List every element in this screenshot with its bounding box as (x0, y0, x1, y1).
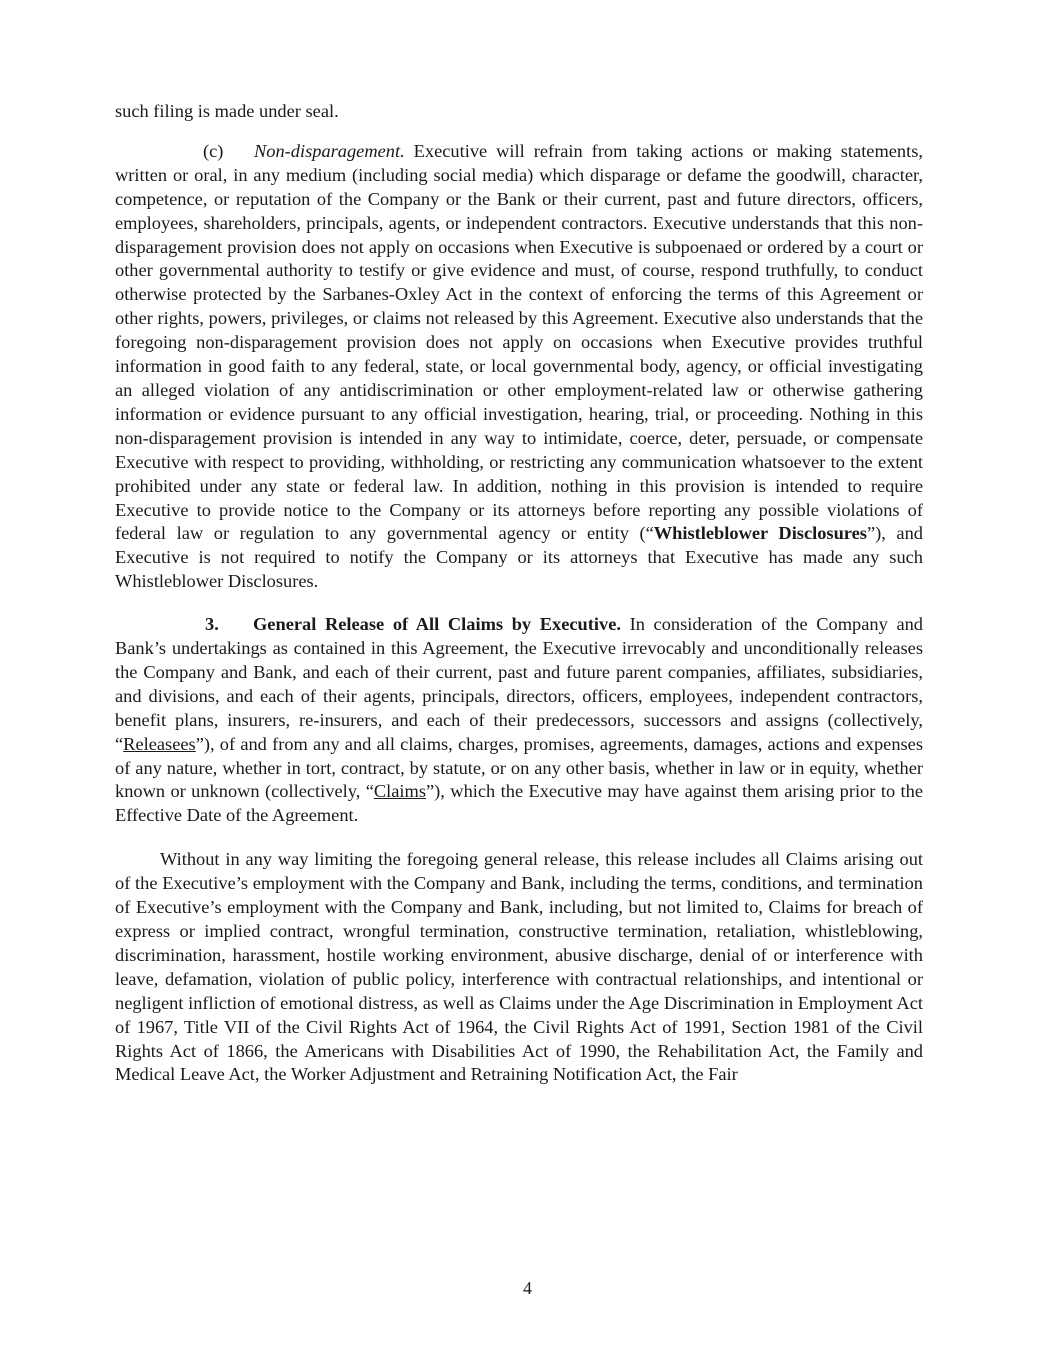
page-number: 4 (523, 1278, 532, 1298)
whistleblower-term: Whistleblower Disclosures (653, 523, 867, 544)
section-c-heading: Non-disparagement. (254, 140, 405, 161)
section-3-heading: General Release of All Claims by Executive. (253, 614, 621, 635)
claims-term: Claims (373, 781, 427, 802)
section-c-label: (c) (203, 140, 224, 161)
section-c-text-part2: ”), and Executive is not required to notify the Company or its attorneys that Executive has made any such Whistleblower Disclosures. (115, 523, 923, 592)
section-3-number: 3. (205, 614, 219, 635)
continuation-text: such filing is made under seal. (115, 101, 339, 121)
continuation-paragraph (115, 100, 923, 124)
release-paragraph (115, 848, 923, 1087)
section-3-text-part3: ”), which the Executive may have against them arising prior to the Effective Date of the Agreement. (115, 781, 923, 826)
document-page (115, 100, 923, 1087)
section-3-text-part2: ”), of and from any and all claims, charges, promises, agreements, damages, actions and expenses of any nature, whether in tort, contract, by statute, or on any other basis, whether in law or in equity, whether known or unknown (collectively, “ (115, 733, 923, 802)
releasees-term: Releasees (123, 733, 196, 754)
release-paragraph-text: Without in any way limiting the foregoing general release, this release includes all Claims arising out of the Executive’s employment with the Company and Bank, including the terms, conditions, and termination of Executive’s employment with the Company and Bank, including, but not limited to, Claims for breach of express or implied contract, wrongful termination, constructive termination, retaliation, whistleblowing, discrimination, harassment, hostile working environment, abusive discharge, denial of or interference with leave, defamation, violation of public policy, interference with contractual relationships, and intentional or negligent infliction of emotional distress, as well as Claims under the Age Discrimination in Employment Act of 1967, Title VII of the Civil Rights Act of 1964, the Civil Rights Act of 1991, Section 1981 of the Civil Rights Act of 1866, the Americans with Disabilities Act of 1990, the Rehabilitation Act, the Family and Medical Leave Act, the Worker Adjustment and Retraining Notification Act, the Fair (115, 849, 923, 1085)
section-3-text-part1: In consideration of the Company and Bank’s undertakings as contained in this Agreement, the Executive irrevocably and unconditionally releases the Company and Bank, and each of their current, past and future parent companies, affiliates, subsidiaries, and divisions, and each of their agents, principals, directors, officers, employees, independent contractors, benefit plans, insurers, re-insurers, and each of their predecessors, successors and assigns (collectively, “ (115, 614, 923, 754)
section-c-text-part1: Executive will refrain from taking actions or making statements, written or oral, in any medium (including social media) which disparage or defame the goodwill, character, competence, or reputation of the Company or the Bank or their current, past and future directors, officers, employees, shareholders, principals, agents, or independent contractors. Executive understands that this non-disparagement provision does not apply on occasions when Executive is subpoenaed or ordered by a court or other governmental authority to testify or give evidence and must, of course, respond truthfully, to conduct otherwise protected by the Sarbanes-Oxley Act in the context of enforcing the terms of this Agreement or other rights, powers, privileges, or claims not released by this Agreement. Executive also understands that the foregoing non-disparagement provision does not apply on occasions when Executive provides truthful information in good faith to any federal, state, or local governmental body, agency, or official investigating an alleged violation of any antidiscrimination or other employment-related law or otherwise gathering information or evidence pursuant to any official investigation, hearing, trial, or proceeding. Nothing in this non-disparagement provision is intended in any way to intimidate, coerce, deter, persuade, or compensate Executive with respect to providing, withholding, or restricting any communication whatsoever to the extent prohibited under any state or federal law. In addition, nothing in this provision is intended to require Executive to provide notice to the Company or its attorneys before reporting any possible violations of federal law or regulation to any governmental agency or entity (“ (115, 140, 923, 544)
section-c-paragraph (115, 140, 923, 594)
section-3-paragraph (115, 613, 923, 828)
